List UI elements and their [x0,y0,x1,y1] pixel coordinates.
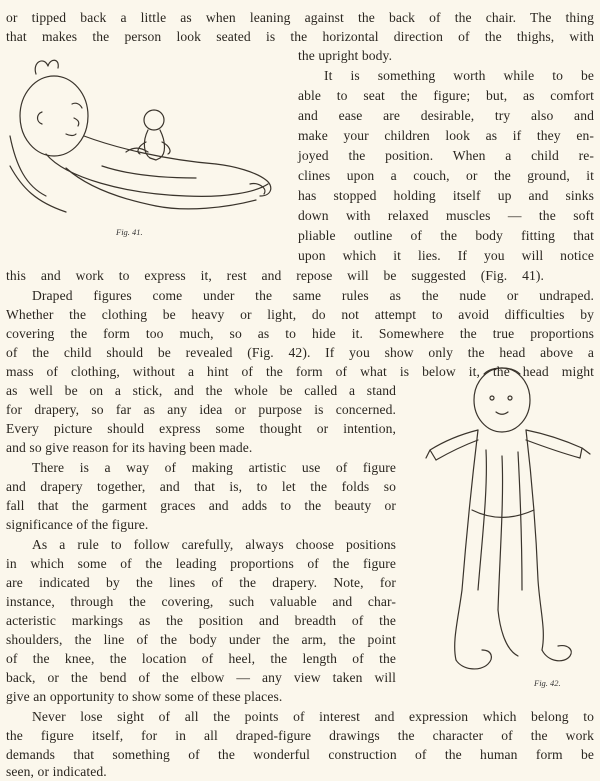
text-line: joyed the position. When a child re- [298,148,594,163]
text-line: of the child should be revealed (Fig. 42). If you show only the head above a [6,345,594,360]
text-line: pliable outline of the body fitting that [298,228,594,243]
text-line: of the knee, the location of heel, the length of the [6,651,396,666]
text-line: able to seat the figure; but, as comfort [298,88,594,103]
text-line: significance of the figure. [6,517,149,532]
text-line: clines upon a couch, or the ground, it [298,168,594,183]
text-line: has stopped holding itself up and sinks [298,188,594,203]
text-line: There is a way of making artistic use of figure [32,460,396,475]
text-line: and ease are desirable, try also and [298,108,594,123]
text-line: the upright body. [298,48,393,63]
text-line: Never lose sight of all the points of interest and expression which belong to [32,709,594,724]
text-line: give an opportunity to show some of these places. [6,689,283,704]
figure-41-caption: Fig. 41. [116,227,143,237]
text-line: shoulders, the line of the body under the arm, the point [6,632,396,647]
text-line: this and work to express it, rest and repose will be suggested (Fig. 41). [6,268,544,283]
text-line: that makes the person look seated is the horizontal direction of the thighs, with [6,29,594,44]
text-line: back, or the bend of the elbow — any view taken will [6,670,396,685]
text-line: as well be on a stick, and the whole be called a stand [6,383,396,398]
text-line: covering the form too much, so as to hide it. Somewhere the true proportions [6,326,594,341]
text-line: upon which it lies. If you will notice [298,248,594,263]
text-line: or tipped back a little as when leaning against the back of the chair. The thing [6,10,594,25]
text-line: make your children look as if they en- [298,128,594,143]
text-line: and so give reason for its having been made. [6,440,253,455]
text-line: It is something worth while to be [324,68,594,83]
text-line: in which some of the leading proportions of the figure [6,556,396,571]
text-line: and drapery together, and that is, to let the folds so [6,479,396,494]
text-line: seen, or indicated. [6,764,107,779]
figure-42-caption: Fig. 42. [534,678,561,688]
text-line: instance, through the covering, such valuable and char- [6,594,396,609]
text-line: Draped figures come under the same rules as the nude or undraped. [32,288,594,303]
figure-42-draped-child [422,360,598,682]
figure-41-reclining-child [6,56,296,228]
text-line: for drapery, so far as any idea or purpose is concerned. [6,402,396,417]
text-line: As a rule to follow carefully, always choose positions [32,537,396,552]
text-line: fall that the garment graces and adds to the beauty or [6,498,396,513]
text-line: Whether the clothing be heavy or light, do not attempt to avoid difficulties by [6,307,594,322]
text-line: Every picture should express some thought or intention, [6,421,396,436]
text-line: mass of clothing, without a hint of the form of what is below it, the head might [6,364,594,379]
text-line: demands that something of the wonderful construction of the human form be [6,747,594,762]
text-line: are indicated by the lines of the drapery. Note, for [6,575,396,590]
text-line: the figure itself, for in all draped-figure drawings the character of the work [6,728,594,743]
text-line: down with relaxed muscles — the soft [298,208,594,223]
text-line: acteristic markings as the position and breadth of the [6,613,396,628]
